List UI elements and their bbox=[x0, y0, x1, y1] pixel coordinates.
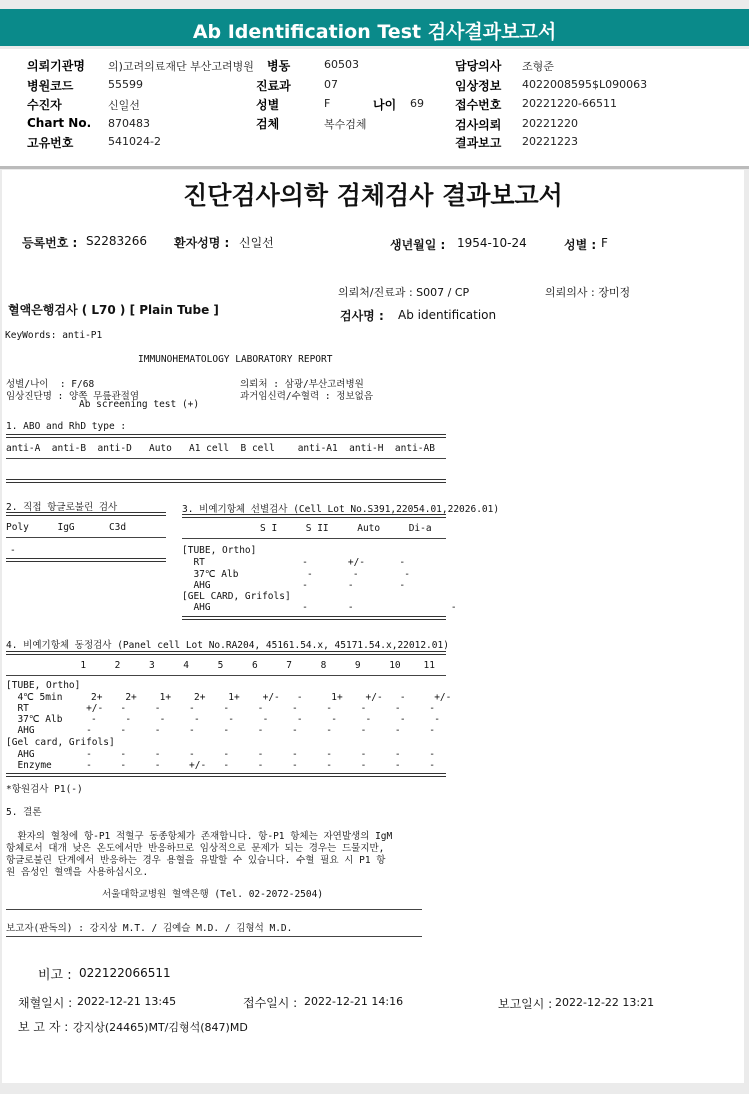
header-info-panel bbox=[0, 49, 749, 166]
divider bbox=[6, 479, 446, 483]
ward-label: 병동 bbox=[267, 59, 291, 73]
test-group: 혈액은행검사 ( L70 ) [ Plain Tube ] bbox=[8, 303, 219, 317]
section3-row: [GEL CARD, Grifols] bbox=[182, 591, 291, 602]
ordering-dept: 의뢰처/진료과 : S007 / CP bbox=[338, 286, 470, 299]
chart-no-label: Chart No. bbox=[27, 116, 92, 130]
report-time-value: 2022-12-22 13:21 bbox=[555, 996, 655, 1009]
divider bbox=[182, 538, 446, 539]
conclusion-line: 환자의 혈청에 항-P1 적혈구 동종항체가 존재합니다. 항-P1 항체는 자연발생의 IgM bbox=[6, 831, 393, 842]
age-label: 나이 bbox=[373, 98, 397, 112]
section1-headers: anti-A anti-B anti-D Auto A1 cell B cell anti-A1 anti-H anti-AB bbox=[6, 443, 435, 454]
divider bbox=[6, 651, 446, 655]
divider bbox=[6, 512, 166, 516]
birth-date-value: 1954-10-24 bbox=[457, 236, 527, 250]
section4-row: AHG - - - - - - - - - - - bbox=[6, 725, 435, 736]
hospital-code-value: 55599 bbox=[108, 78, 143, 91]
sex-value: F bbox=[324, 97, 331, 110]
section3-headers: S I S II Auto Di-a bbox=[260, 523, 432, 534]
section4-row: AHG - - - - - - - - - - - bbox=[6, 749, 435, 760]
patient-name-label: 환자성명 : bbox=[174, 236, 230, 250]
section4-title: 4. 비예기항체 동정검사 (Panel cell Lot No.RA204, 45161.54.x, 45171.54.x,22012.01) bbox=[6, 640, 449, 651]
divider bbox=[182, 514, 446, 518]
department-value: 07 bbox=[324, 78, 338, 91]
divider bbox=[6, 773, 446, 777]
reporter2-value: 강지상(24465)MT/김형석(847)MD bbox=[73, 1021, 248, 1034]
lab-report-title: IMMUNOHEMATOLOGY LABORATORY REPORT bbox=[138, 354, 333, 365]
divider bbox=[6, 434, 446, 438]
section4-headers: 1 2 3 4 5 6 7 8 9 10 11 bbox=[6, 660, 435, 671]
remark-label: 비고 : bbox=[38, 968, 72, 983]
section2-value: - bbox=[10, 545, 16, 556]
reg-no-value: S2283266 bbox=[86, 234, 148, 248]
section4-row: [TUBE, Ortho] bbox=[6, 680, 81, 691]
receive-value: 2022-12-21 14:16 bbox=[304, 995, 404, 1008]
patient-label: 수진자 bbox=[27, 98, 62, 112]
age-value: 69 bbox=[410, 97, 424, 110]
banner-title: Ab Identification Test 검사결과보고서 bbox=[192, 21, 557, 43]
section4-row: 4℃ 5min 2+ 2+ 1+ 2+ 1+ +/- - 1+ +/- - +/- bbox=[6, 692, 452, 703]
unique-no-value: 541024-2 bbox=[108, 135, 161, 148]
info-sex-age: 성별/나이 : F/68 bbox=[6, 379, 95, 390]
test-name-label: 검사명 : bbox=[340, 309, 384, 323]
ward-value: 60503 bbox=[324, 58, 359, 71]
section3-row: RT - +/- - bbox=[182, 557, 406, 568]
remark-value: 022122066511 bbox=[79, 966, 171, 980]
clinical-info-label: 임상정보 bbox=[455, 79, 502, 93]
keywords: KeyWords: anti-P1 bbox=[5, 330, 103, 341]
doctor-label: 담당의사 bbox=[455, 59, 502, 73]
info-history: 과거임신력/수혈력 : 정보없음 bbox=[240, 391, 374, 402]
section3-row: AHG - - - bbox=[182, 602, 457, 613]
section2-title: 2. 직접 항글로불린 검사 bbox=[6, 502, 118, 513]
reporter-line: 보고자(판독의) : 강지상 M.T. / 김예슬 M.D. / 김형석 M.D. bbox=[6, 923, 293, 934]
chart-no-value: 870483 bbox=[108, 117, 150, 130]
birth-date-label: 생년월일 : bbox=[390, 238, 446, 252]
section3-row: AHG - - - bbox=[182, 580, 406, 591]
specimen-value: 복수검체 bbox=[324, 118, 367, 131]
info-diagnosis: 임상진단명 : 양쪽 무릎관절염 bbox=[6, 391, 140, 402]
unique-no-label: 고유번호 bbox=[27, 136, 74, 150]
divider bbox=[6, 537, 166, 538]
section4-row: RT +/- - - - - - - - - - - bbox=[6, 703, 435, 714]
sex-label: 성별 bbox=[256, 98, 280, 112]
section3-title: 3. 비예기항체 선별검사 (Cell Lot No.S391,22054.01,22026.01) bbox=[182, 504, 500, 515]
conclusion-line: 항글로불린 단계에서 반응하는 경우 용혈을 유발할 수 있습니다. 수혈 필요 시 P1 항 bbox=[6, 855, 386, 866]
header-separator bbox=[0, 166, 749, 169]
report-date-value: 20221223 bbox=[522, 135, 578, 148]
conclusion-line: 원 음성인 혈액을 사용하십시오. bbox=[6, 867, 149, 878]
conclusion-line: 항체로서 대개 낮은 온도에서만 반응하므로 임상적으로 문제가 되는 경우는 드물지만, bbox=[6, 843, 385, 854]
section4-row: 37℃ Alb - - - - - - - - - - - bbox=[6, 714, 440, 725]
clinical-info-value: 4022008595$L090063 bbox=[522, 78, 648, 91]
info-screening: Ab screening test (+) bbox=[79, 399, 200, 410]
section4-row: Enzyme - - - +/- - - - - - - - bbox=[6, 760, 435, 771]
section4-row: [Gel card, Grifols] bbox=[6, 737, 115, 748]
ordering-physician: 의뢰의사 : 장미정 bbox=[545, 286, 631, 299]
section2-headers: Poly IgG C3d bbox=[6, 522, 127, 533]
info-institution: 의뢰처 : 삼광/부산고려병원 bbox=[240, 379, 364, 390]
section3-row: 37℃ Alb - - - bbox=[182, 569, 411, 580]
blood-bank: 서울대학교병원 혈액은행 (Tel. 02-2072-2504) bbox=[102, 889, 324, 900]
reg-no-label: 등록번호 : bbox=[22, 236, 78, 250]
divider bbox=[6, 909, 422, 910]
institution-value: 의)고려의료재단 부산고려병원 bbox=[108, 60, 254, 73]
divider bbox=[6, 558, 166, 562]
collect-value: 2022-12-21 13:45 bbox=[77, 995, 177, 1008]
department-label: 진료과 bbox=[256, 79, 291, 93]
request-date-value: 20221220 bbox=[522, 117, 578, 130]
receipt-no-label: 접수번호 bbox=[455, 98, 502, 112]
receive-label: 접수일시 : bbox=[243, 996, 298, 1010]
report-date-label: 결과보고 bbox=[455, 136, 502, 150]
request-date-label: 검사의뢰 bbox=[455, 118, 502, 132]
specimen-label: 검체 bbox=[256, 117, 280, 131]
section3-row: [TUBE, Ortho] bbox=[182, 545, 257, 556]
antigen-test: *항원검사 P1(-) bbox=[6, 784, 83, 795]
report-sex-label: 성별 : bbox=[564, 238, 597, 252]
institution-label: 의뢰기관명 bbox=[27, 59, 85, 73]
collect-label: 채혈일시 : bbox=[18, 996, 73, 1010]
doctor-value: 조형준 bbox=[522, 60, 554, 73]
section5-title: 5. 결론 bbox=[6, 807, 42, 818]
patient-value: 신일선 bbox=[108, 99, 140, 112]
section1-title: 1. ABO and RhD type : bbox=[6, 421, 127, 432]
report-time-label: 보고일시 : bbox=[498, 997, 553, 1011]
report-sex-value: F bbox=[601, 236, 608, 250]
test-name-value: Ab identification bbox=[398, 308, 497, 322]
hospital-code-label: 병원코드 bbox=[27, 79, 74, 93]
divider bbox=[6, 936, 422, 937]
patient-name-value: 신일선 bbox=[239, 236, 274, 250]
divider bbox=[6, 675, 446, 676]
reporter2-label: 보 고 자 : bbox=[18, 1020, 69, 1034]
divider bbox=[6, 458, 446, 459]
divider bbox=[182, 616, 446, 620]
report-title: 진단검사의학 검체검사 결과보고서 bbox=[183, 181, 563, 210]
scanned-report bbox=[2, 170, 744, 1083]
receipt-no-value: 20221220-66511 bbox=[522, 97, 617, 110]
